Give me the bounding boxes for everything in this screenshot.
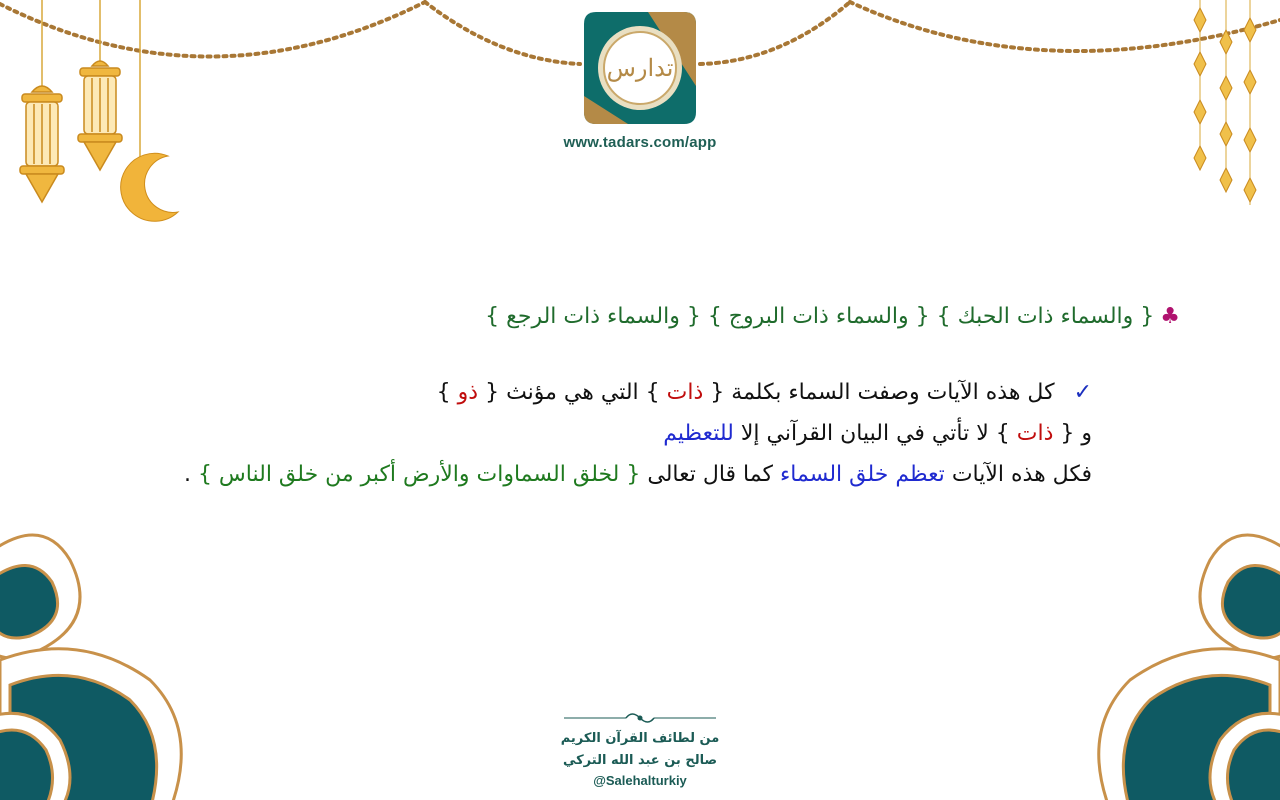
- crescent-moon-icon: [121, 153, 178, 221]
- lantern-icon: [78, 61, 122, 170]
- flower-decoration-left: [0, 520, 230, 800]
- explanation-line-2: و { ذات } لا تأتي في البيان القرآني إلا للتعظيم: [663, 421, 1092, 446]
- verses-line: [120, 304, 1180, 329]
- explanation-block: [92, 372, 1092, 495]
- tadars-logo-icon: [578, 6, 702, 130]
- logo-url[interactable]: www.tadars.com/app: [563, 134, 717, 151]
- footer-credit: [540, 708, 740, 790]
- footer-handle[interactable]: @Salehalturkiy: [593, 773, 687, 788]
- footer-line-1: من لطائف القرآن الكريم: [560, 731, 720, 746]
- flower-decoration-right: [1050, 520, 1280, 800]
- tadars-logo[interactable]: [560, 6, 720, 156]
- checkmark-icon: ✓: [1073, 380, 1092, 405]
- club-icon: ♣: [1160, 304, 1180, 329]
- explanation-line-1: ✓ كل هذه الآيات وصفت السماء بكلمة { ذات } التي هي مؤنث { ذو }: [92, 372, 1092, 413]
- footer-author: صالح بن عبد الله التركي: [562, 753, 718, 768]
- verses-text: { والسماء ذات الحبك } { والسماء ذات البروج } { والسماء ذات الرجع }: [485, 304, 1155, 329]
- logo-calligraphy: تدارس: [606, 54, 674, 82]
- ornament-divider-icon: [560, 708, 720, 728]
- lantern-icon: [20, 86, 64, 202]
- explanation-line-3: فكل هذه الآيات تعظم خلق السماء كما قال تعالى { لخلق السماوات والأرض أكبر من خلق الناس } .: [183, 462, 1092, 487]
